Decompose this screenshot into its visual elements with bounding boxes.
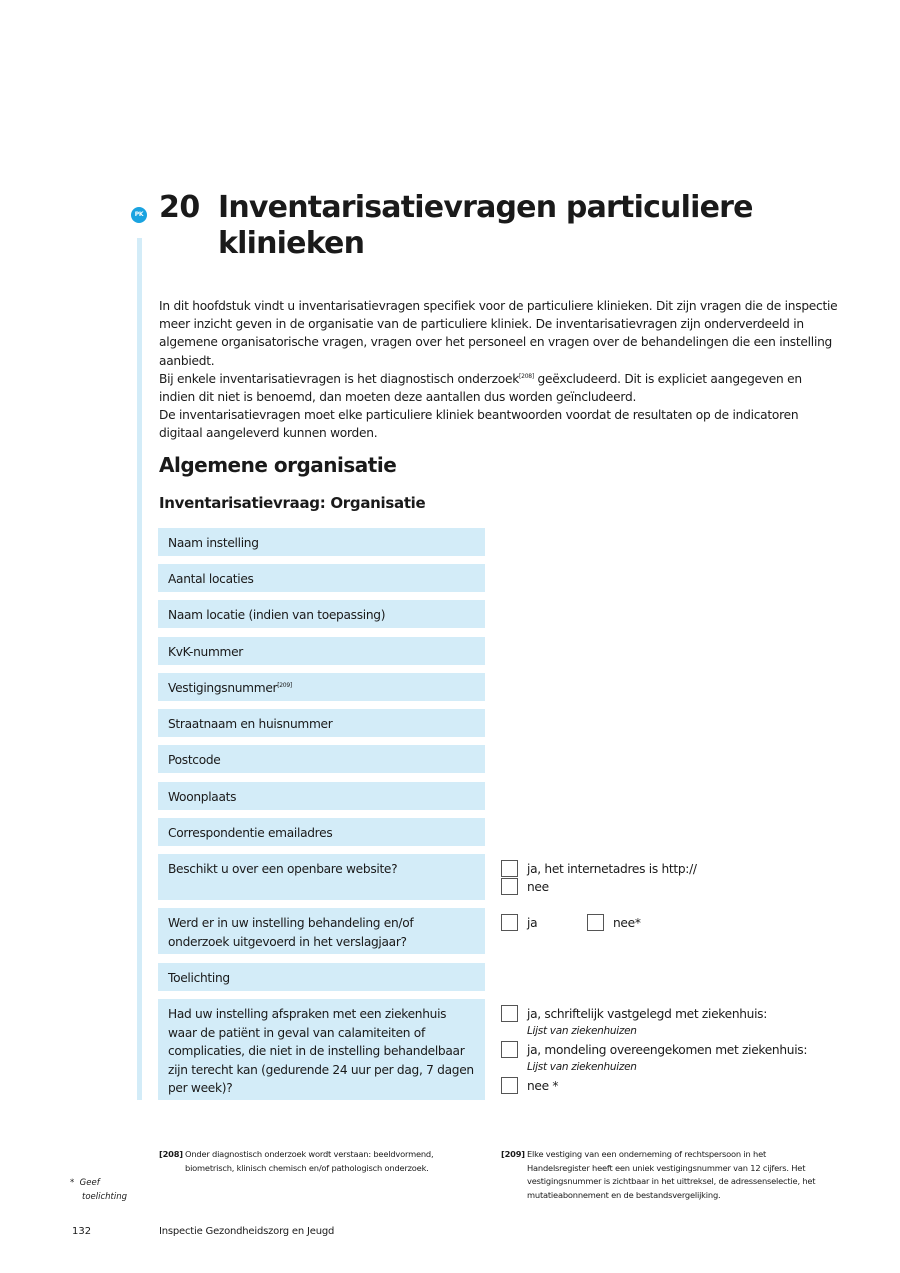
checkbox[interactable]	[501, 1077, 518, 1094]
field-label: Aantal locaties	[168, 572, 254, 586]
hospital-list-link-2[interactable]: Lijst van ziekenhuizen	[527, 1061, 637, 1073]
hospital-list-link-1[interactable]: Lijst van ziekenhuizen	[527, 1025, 637, 1037]
question-label: Had uw instelling afspraken met een ziekenhuis waar de patiënt in geval van calamiteiten of complicaties, die niet in de instelling behandelbaar zijn terecht kan (gedurende 24 uur per dag, 7 dagen per week)?	[168, 1007, 474, 1095]
field-emailadres[interactable]	[158, 818, 485, 846]
chapter-title: Inventarisatievragen particuliere klinieken	[218, 190, 753, 261]
option-label: ja, schriftelijk vastgelegd met ziekenhuis:	[527, 1006, 768, 1021]
pk-badge-icon: PK	[131, 207, 147, 223]
chapter-side-bar	[137, 238, 142, 1100]
field-label: KvK-nummer	[168, 645, 244, 659]
intro-text	[159, 297, 839, 443]
asterisk: *	[70, 1178, 75, 1188]
option-label: ja, het internetadres is http://	[527, 861, 697, 876]
intro-paragraph-2	[159, 370, 839, 406]
footnote-text: Onder diagnostisch onderzoek wordt verstaan: beeldvormend, biometrisch, klinisch chemisch en/of pathologisch onderzoek.	[185, 1149, 434, 1173]
footnote-number: [209]	[501, 1149, 525, 1159]
option-hospital-nee[interactable]	[501, 1077, 558, 1094]
field-label: Naam instelling	[168, 536, 259, 550]
checkbox[interactable]	[501, 914, 518, 931]
field-toelichting[interactable]	[158, 963, 485, 991]
question-hospital	[158, 999, 485, 1100]
question-label: Werd er in uw instelling behandeling en/of onderzoek uitgevoerd in het verslagjaar?	[168, 916, 414, 949]
question-treatment	[158, 908, 485, 954]
option-website-ja[interactable]	[501, 860, 697, 877]
field-label: Vestigingsnummer	[168, 681, 278, 695]
checkbox[interactable]	[501, 860, 518, 877]
option-label: nee *	[527, 1078, 559, 1093]
margin-note	[70, 1176, 127, 1204]
field-postcode[interactable]	[158, 745, 485, 773]
option-label: ja	[527, 915, 538, 930]
checkbox[interactable]	[501, 1041, 518, 1058]
field-label: Woonplaats	[168, 790, 237, 804]
intro-p2-text: Bij enkele inventarisatievragen is het diagnostisch onderzoek	[159, 371, 520, 386]
chapter-number: 20	[159, 190, 200, 225]
footnote-ref-209[interactable]: [209]	[277, 681, 292, 689]
option-label: nee*	[613, 915, 641, 930]
page-number: 132	[72, 1226, 92, 1237]
option-hospital-schriftelijk[interactable]	[501, 1005, 767, 1022]
option-label: nee	[527, 879, 549, 894]
field-straatnaam[interactable]	[158, 709, 485, 737]
field-naam-locatie[interactable]	[158, 600, 485, 628]
option-label: ja, mondeling overeengekomen met ziekenhuis:	[527, 1042, 808, 1057]
footnote-number: [208]	[159, 1149, 183, 1159]
question-website	[158, 854, 485, 900]
margin-note-line: Geef	[79, 1178, 100, 1188]
field-label: Correspondentie emailadres	[168, 826, 333, 840]
footnote-ref-208[interactable]: [208]	[519, 372, 534, 380]
option-treatment-nee[interactable]	[587, 914, 641, 931]
footer-organization: Inspectie Gezondheidszorg en Jeugd	[159, 1226, 335, 1237]
field-label: Straatnaam en huisnummer	[168, 717, 333, 731]
checkbox[interactable]	[501, 878, 518, 895]
checkbox[interactable]	[587, 914, 604, 931]
field-label: Postcode	[168, 753, 221, 767]
field-label: Toelichting	[168, 971, 230, 985]
margin-note-line: toelichting	[82, 1192, 128, 1202]
field-woonplaats[interactable]	[158, 782, 485, 810]
field-vestigingsnummer[interactable]	[158, 673, 485, 701]
question-label: Beschikt u over een openbare website?	[168, 862, 398, 876]
checkbox[interactable]	[501, 1005, 518, 1022]
field-kvk-nummer[interactable]	[158, 637, 485, 665]
field-label: Naam locatie (indien van toepassing)	[168, 608, 386, 622]
option-treatment-ja[interactable]	[501, 914, 537, 931]
field-aantal-locaties[interactable]	[158, 564, 485, 592]
intro-p2-text-cont: geëxcludeerd. Dit is expliciet aangegeven en indien dit niet is benoemd, dan moeten deze aantallen dus worden geïncludeerd.	[159, 371, 802, 405]
intro-paragraph-3: De inventarisatievragen moet elke particuliere kliniek beantwoorden voordat de resultaten op de indicatoren digitaal aangeleverd kunnen worden.	[159, 408, 799, 441]
footnote-208	[159, 1148, 459, 1175]
footnote-209	[501, 1148, 821, 1202]
option-hospital-mondeling[interactable]	[501, 1041, 807, 1058]
field-naam-instelling[interactable]	[158, 528, 485, 556]
section-subtitle: Inventarisatievraag: Organisatie	[159, 494, 426, 512]
section-title: Algemene organisatie	[159, 453, 397, 477]
intro-paragraph-1: In dit hoofdstuk vindt u inventarisatievragen specifiek voor de particuliere klinieken. Dit zijn vragen die de inspectie meer inzicht geven in de organisatie van de particuliere kliniek. De inventarisatievragen zijn onderverdeeld in algemene organisatorische vragen, vragen over het personeel en vragen over de behandelingen die een instelling aanbiedt.	[159, 299, 838, 368]
footnote-text: Elke vestiging van een onderneming of rechtspersoon in het Handelsregister heeft een uniek vestigingsnummer van 12 cijfers. Het vestigingsnummer is zichtbaar in het uittreksel, de adressenselectie, het mutatieabonnement en de bestandsvergelijking.	[527, 1149, 816, 1200]
option-website-nee[interactable]	[501, 878, 549, 895]
